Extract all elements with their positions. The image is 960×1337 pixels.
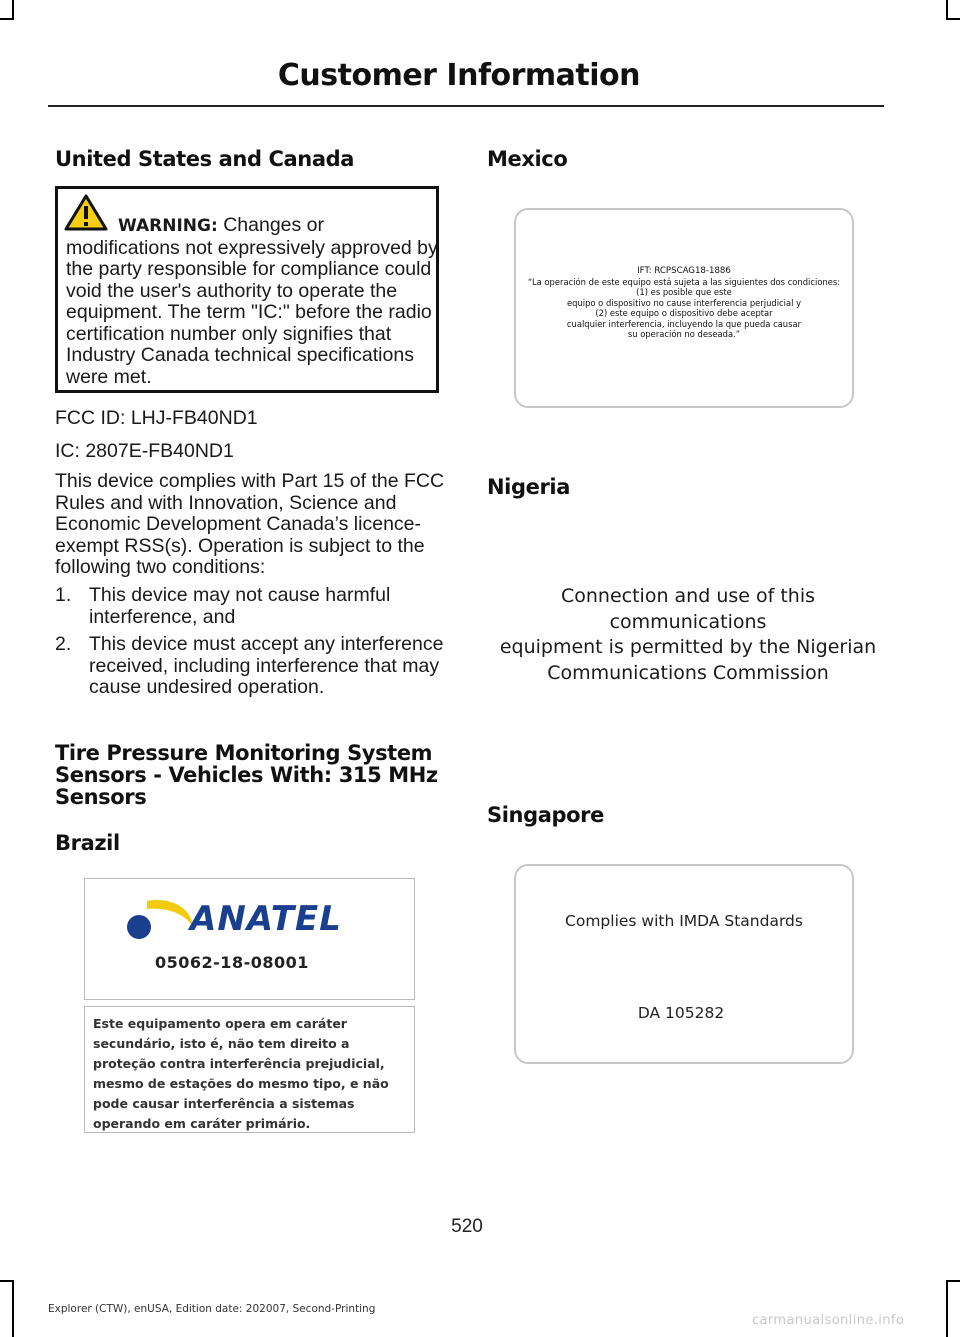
page-number: 520 [451,1216,483,1237]
compliance-paragraph: This device complies with Part 15 of the FCC Rules and with Innovation, Science and Economic Development Canada’s licence-exempt RSS(s). Operation is subject to the following two conditions: [55,470,445,578]
crop-mark [946,1280,948,1337]
warning-label: WARNING: [118,216,218,236]
edition-footer: Explorer (CTW), enUSA, Edition date: 202007, Second-Printing [48,1303,376,1315]
heading-brazil: Brazil [55,831,120,855]
mexico-line: equipo o dispositivo no cause interferencia perjudicial y [566,297,802,308]
heading-singapore: Singapore [487,803,604,827]
imda-compliance-text: Complies with IMDA Standards [565,912,803,930]
heading-mexico: Mexico [487,147,568,171]
anatel-logo [125,897,197,945]
nigeria-line: Connection and use of this [560,585,816,607]
warning-body: Changes or modifications not expressively approved by the party responsible for compliance could void the user's authority to operate the equipment. The term "IC:" before the radio certification number only signifies that Industry Canada technical specifications were met. [66,214,438,388]
crop-mark [946,1280,960,1282]
crop-mark [0,18,14,20]
warning-box [55,186,439,393]
nigeria-line: communications [609,610,767,633]
anatel-logo-panel [84,878,415,1000]
warning-text [66,215,438,388]
mexico-line: (2) este equipo o dispositivo debe aceptar [595,308,773,318]
mexico-label-text [516,266,852,340]
anatel-notice-panel [84,1006,415,1133]
title-rule [48,105,884,107]
crop-mark [12,1280,14,1337]
page-title: Customer Information [277,58,640,93]
mexico-line: “La operación de este equipo está sujeta a las siguientes dos condiciones: [527,276,841,287]
list-number: 2. [55,633,72,655]
fcc-id: FCC ID: LHJ-FB40ND1 [55,407,258,429]
anatel-code: 05062-18-08001 [155,953,309,972]
crop-mark [946,0,948,20]
crop-mark [0,1280,14,1282]
mexico-line: (1) es posible que este [636,287,732,297]
heading-nigeria: Nigeria [487,475,570,499]
watermark: carmanualsonline.info [752,1313,905,1328]
crop-mark [12,0,14,20]
mexico-line: su operación no deseada.” [627,329,741,339]
mexico-label [514,208,854,408]
nigeria-line: Communications Commission [547,661,829,684]
nigeria-line: equipment is permitted by the Nigerian [499,636,877,658]
ic-number: IC: 2807E-FB40ND1 [55,440,234,462]
anatel-logo-text: ANATEL [190,899,342,939]
imda-number: DA 105282 [637,1004,725,1022]
heading-tpms: Tire Pressure Monitoring System Sensors - Vehicles With: 315 MHz Sensors [55,741,438,809]
list-text: This device must accept any interference received, including interference that may cause undesired operation. [89,633,444,698]
nigeria-label-text [497,584,879,686]
anatel-notice: Este equipamento opera em caráter secundário, isto é, não tem direito a proteção contra interferência prejudicial, mesmo de estações do mesmo tipo, e não pode causar interferência a sistemas operando em caráter primário. [93,1016,389,1131]
mexico-line: cualquier interferencia, incluyendo la que pueda causar [566,318,802,329]
list-text: This device may not cause harmful interference, and [89,584,391,628]
singapore-label [514,864,854,1064]
ift-number: IFT: RCPSCAG18-1886 [637,266,731,276]
crop-mark [946,18,960,20]
heading-us-canada: United States and Canada [55,147,355,171]
list-number: 1. [55,584,72,606]
